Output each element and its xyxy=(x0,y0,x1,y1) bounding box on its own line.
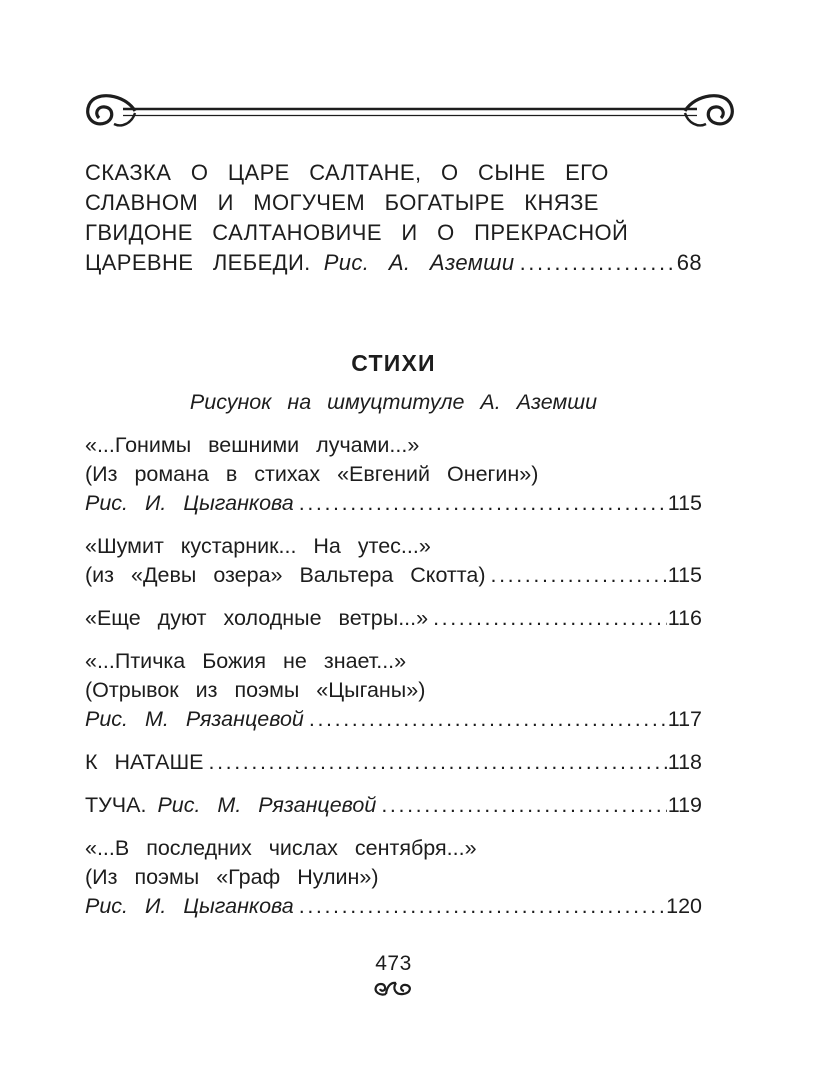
toc-line xyxy=(85,748,702,777)
dot-leader xyxy=(299,489,667,518)
toc-entry-title: ЦАРЕВНЕ ЛЕБЕДИ. xyxy=(85,250,311,275)
toc-entry-page: 118 xyxy=(667,750,702,774)
header-rule-ornament xyxy=(79,90,741,134)
title-lines xyxy=(85,158,702,248)
toc-line xyxy=(85,489,702,518)
dot-leader xyxy=(433,604,667,633)
toc-entry-illustrator: Рис. М. Рязанцевой xyxy=(85,707,304,731)
toc-line xyxy=(85,863,702,892)
toc-entry-text: (Из романа в стихах «Евгений Онегин») xyxy=(85,462,539,486)
toc-entry-illustrator: Рис. М. Рязанцевой xyxy=(157,793,377,817)
toc-line xyxy=(85,248,702,278)
toc-line xyxy=(85,431,702,460)
toc-line xyxy=(85,604,702,633)
toc-entry xyxy=(85,431,702,518)
toc-entry xyxy=(85,834,702,921)
toc-line xyxy=(85,647,702,676)
toc-line xyxy=(85,791,702,820)
footer-flourish xyxy=(85,979,702,1001)
page-number: 473 xyxy=(375,952,412,975)
toc-entry-page: 68 xyxy=(676,250,702,275)
dot-leader xyxy=(520,248,676,278)
toc-line xyxy=(85,460,702,489)
toc-line xyxy=(85,532,702,561)
toc-entry-page: 115 xyxy=(667,491,702,515)
toc-entries xyxy=(85,431,702,921)
toc-entry-text: «...Птичка Божия не знает...» xyxy=(85,649,407,673)
scroll-flourish-icon xyxy=(372,979,416,999)
section-subtitle: Рисунок на шмуцтитуле А. Аземши xyxy=(189,390,598,414)
toc-entry-text: (Из поэмы «Граф Нулин») xyxy=(85,865,379,889)
toc-entry-text: «...В последних числах сентября...» xyxy=(85,836,477,860)
toc-entry-page: 120 xyxy=(666,894,702,918)
toc-entry-text: «Шумит кустарник... На утес...» xyxy=(85,534,431,558)
book-page xyxy=(0,90,820,1080)
toc-entry-illustrator: Рис. А. Аземши xyxy=(323,250,515,275)
toc-line xyxy=(85,705,702,734)
toc-entry-text: «...Гонимы вешними лучами...» xyxy=(85,433,420,457)
toc-entry xyxy=(85,532,702,590)
toc-line xyxy=(85,676,702,705)
scroll-rule-icon xyxy=(79,90,741,134)
toc-entry-page: 119 xyxy=(667,793,702,817)
toc-entry-text: «Еще дуют холодные ветры...» xyxy=(85,606,429,630)
dot-leader xyxy=(309,705,667,734)
dot-leader xyxy=(209,748,667,777)
toc-entry xyxy=(85,748,702,777)
toc-entry-text: К НАТАШЕ xyxy=(85,750,204,774)
toc-title-line: СЛАВНОМ И МОГУЧЕМ БОГАТЫРЕ КНЯЗЕ xyxy=(85,190,599,215)
dot-leader xyxy=(299,892,665,921)
dot-leader xyxy=(491,561,667,590)
toc-entry-text: (из «Девы озера» Вальтера Скотта) xyxy=(85,563,486,587)
toc-line xyxy=(85,561,702,590)
toc-entry-page: 115 xyxy=(667,563,702,587)
toc-entry xyxy=(85,791,702,820)
toc-entry-page: 116 xyxy=(667,606,702,630)
section-heading: СТИХИ xyxy=(351,350,436,376)
toc-line xyxy=(85,834,702,863)
dot-leader xyxy=(381,791,666,820)
toc-entry xyxy=(85,647,702,734)
toc-entry-text: (Отрывок из поэмы «Цыганы») xyxy=(85,678,426,702)
toc-entry-page: 117 xyxy=(667,707,702,731)
toc-line xyxy=(85,892,702,921)
toc-entry xyxy=(85,604,702,633)
toc-entry-illustrator: Рис. И. Цыганкова xyxy=(85,491,294,515)
toc-main-entry xyxy=(85,158,702,278)
toc-title-line: ГВИДОНЕ САЛТАНОВИЧЕ И О ПРЕКРАСНОЙ xyxy=(85,220,629,245)
toc-title-line: СКАЗКА О ЦАРЕ САЛТАНЕ, О СЫНЕ ЕГО xyxy=(85,160,609,185)
toc-entry-text: ТУЧА. xyxy=(85,793,147,817)
toc-entry-illustrator: Рис. И. Цыганкова xyxy=(85,894,294,918)
